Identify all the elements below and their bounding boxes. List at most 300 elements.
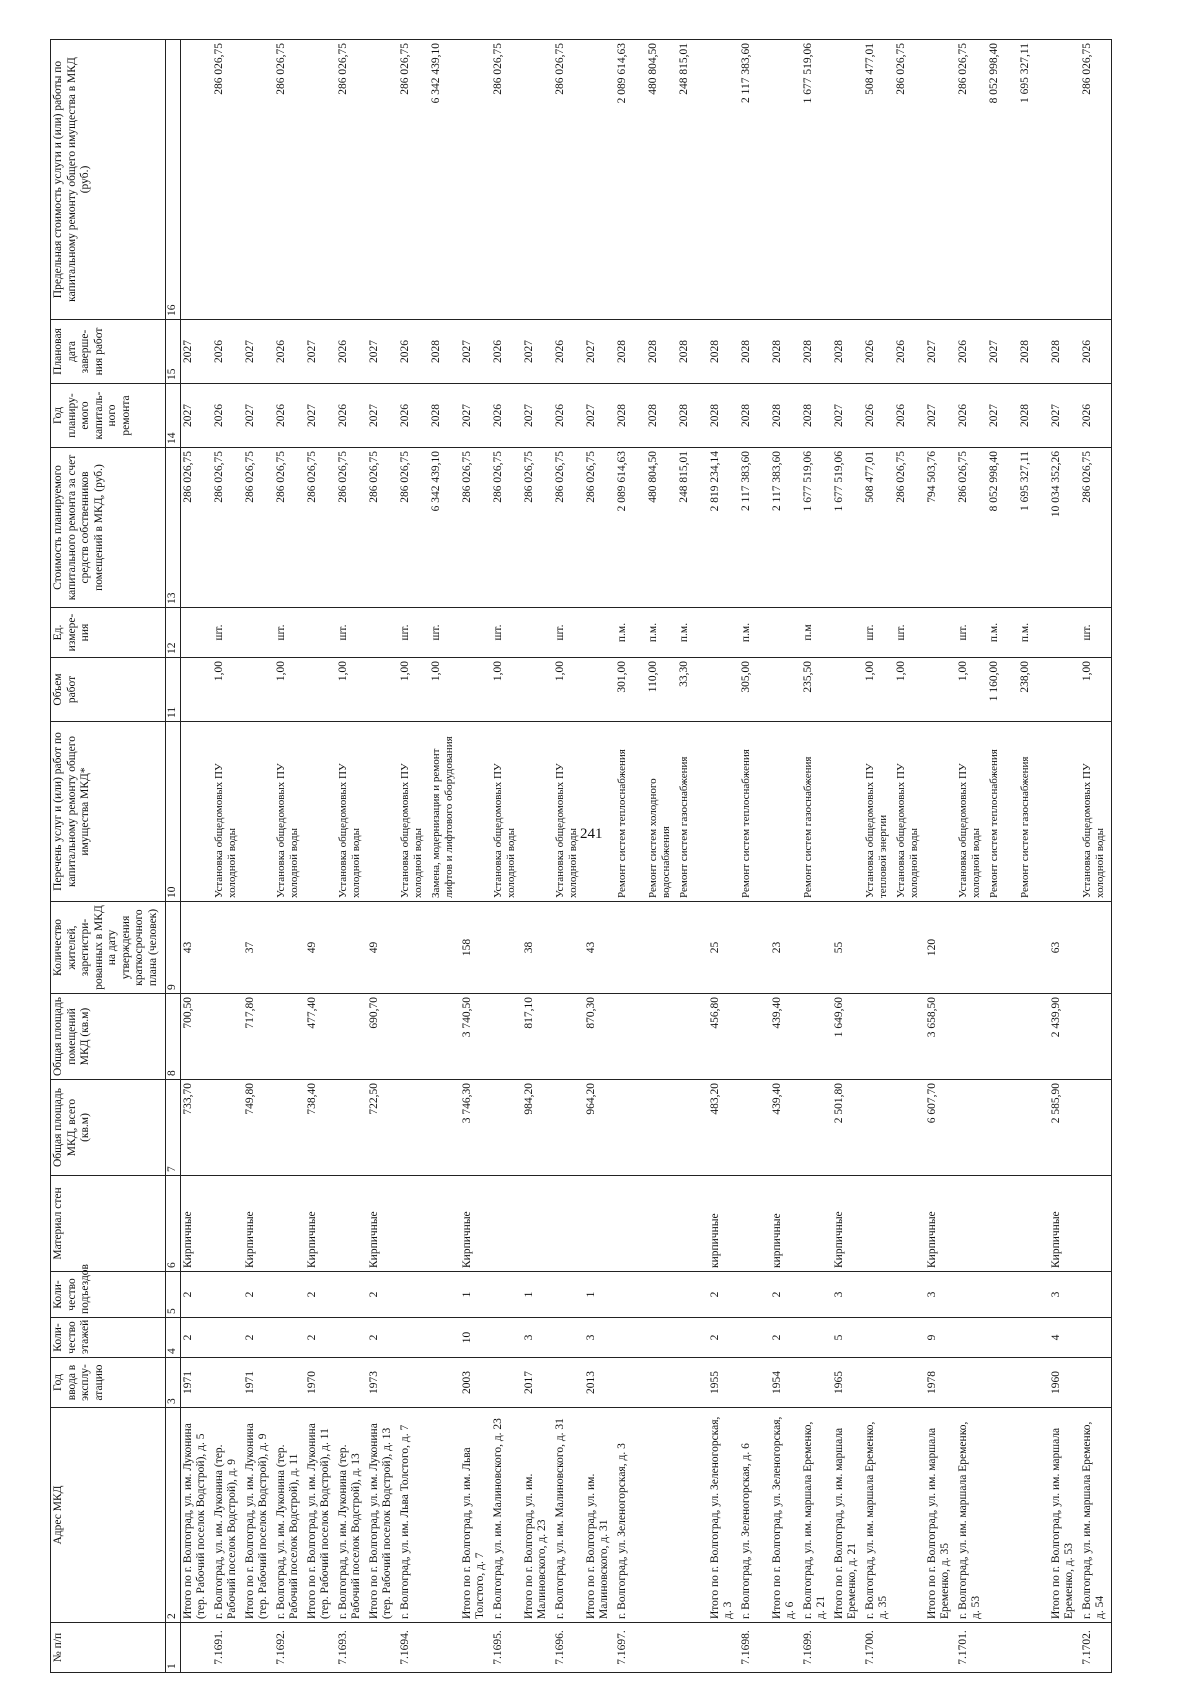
row-residents xyxy=(894,902,925,994)
row-plan-year: 2026 xyxy=(1080,384,1112,448)
row-total-area: 984,20 xyxy=(522,1080,553,1176)
row-limit-cost xyxy=(925,40,956,320)
total-row xyxy=(243,40,274,1673)
row-cost: 286 026,75 xyxy=(460,448,491,608)
rotated-table-area xyxy=(50,40,1165,1673)
row-total-area: 722,50 xyxy=(367,1080,398,1176)
header-works: Перечень услуг и (или) работ по капитальному ремонту общего имущества МКД* xyxy=(51,722,166,902)
row-address: г. Волгоград, ул. им. маршала Еременко, д. 54 xyxy=(1080,1408,1112,1623)
row-total-area: 738,40 xyxy=(305,1080,336,1176)
row-plan-year: 2026 xyxy=(336,384,367,448)
row-limit-cost: 286 026,75 xyxy=(553,40,584,320)
row-limit-cost xyxy=(305,40,336,320)
row-unit xyxy=(584,608,615,658)
row-address xyxy=(894,1408,925,1623)
row-limit-cost: 2 089 614,63 xyxy=(615,40,646,320)
row-plan-year: 2027 xyxy=(1049,384,1080,448)
row-end-date: 2028 xyxy=(646,320,677,384)
row-material: Кирпичные xyxy=(832,1176,863,1272)
row-cost: 2 117 383,60 xyxy=(770,448,801,608)
row-plan-year: 2027 xyxy=(180,384,212,448)
row-total-area xyxy=(1080,1080,1112,1176)
row-volume: 1,00 xyxy=(274,658,305,722)
row-unit xyxy=(770,608,801,658)
row-number: 7.1691. xyxy=(212,1623,243,1673)
column-number: 7 xyxy=(166,1080,181,1176)
row-year: 2003 xyxy=(460,1358,491,1408)
row-volume xyxy=(925,658,956,722)
row-material: Кирпичные xyxy=(1049,1176,1080,1272)
row-number: 7.1697. xyxy=(615,1623,646,1673)
header-rooms-area: Общая площадь помещений МКД (кв.м) xyxy=(51,994,166,1080)
row-floors xyxy=(274,1318,305,1358)
row-material xyxy=(274,1176,305,1272)
row-address xyxy=(429,1408,460,1623)
row-cost: 480 804,50 xyxy=(646,448,677,608)
row-work: Ремонт систем холодного водоснабжения xyxy=(646,722,677,902)
row-entrances xyxy=(491,1272,522,1318)
row-end-date: 2028 xyxy=(615,320,646,384)
row-volume xyxy=(180,658,212,722)
row-rooms-area xyxy=(987,994,1018,1080)
row-work xyxy=(180,722,212,902)
row-volume xyxy=(584,658,615,722)
row-unit: шт. xyxy=(956,608,987,658)
column-number: 10 xyxy=(166,722,181,902)
row-residents: 38 xyxy=(522,902,553,994)
row-number xyxy=(429,1623,460,1673)
row-number xyxy=(460,1623,491,1673)
row-total-area xyxy=(801,1080,832,1176)
row-address: г. Волгоград, ул. им. Малиновского, д. 23 xyxy=(491,1408,522,1623)
row-number: 7.1694. xyxy=(398,1623,429,1673)
row-end-date: 2026 xyxy=(336,320,367,384)
row-entrances xyxy=(274,1272,305,1318)
header-residents: Количество жителей, зарегистри-рованных в МКД на дату утверждения краткосрочного плана (человек) xyxy=(51,902,166,994)
row-year: 1965 xyxy=(832,1358,863,1408)
table-row xyxy=(398,40,429,1673)
row-volume: 1,00 xyxy=(212,658,243,722)
row-floors: 5 xyxy=(832,1318,863,1358)
row-floors: 2 xyxy=(180,1318,212,1358)
row-unit xyxy=(522,608,553,658)
row-residents xyxy=(212,902,243,994)
row-limit-cost: 286 026,75 xyxy=(1080,40,1112,320)
row-total-area: 483,20 xyxy=(708,1080,739,1176)
row-unit: п.м. xyxy=(646,608,677,658)
row-year xyxy=(1080,1358,1112,1408)
row-end-date: 2027 xyxy=(305,320,336,384)
row-floors: 3 xyxy=(522,1318,553,1358)
row-address: г. Волгоград, ул. им. Льва Толстого, д. 7 xyxy=(398,1408,429,1623)
row-work: Установка общедомовых ПУ холодной воды xyxy=(894,722,925,902)
row-address: г. Волгоград, ул. им. Малиновского, д. 31 xyxy=(553,1408,584,1623)
row-rooms-area: 870,30 xyxy=(584,994,615,1080)
column-number: 12 xyxy=(166,608,181,658)
row-plan-year: 2026 xyxy=(956,384,987,448)
row-floors xyxy=(212,1318,243,1358)
row-end-date: 2028 xyxy=(1049,320,1080,384)
row-end-date: 2028 xyxy=(708,320,739,384)
row-total-area xyxy=(491,1080,522,1176)
table-row xyxy=(336,40,367,1673)
table-row xyxy=(863,40,894,1673)
column-number: 11 xyxy=(166,658,181,722)
total-row xyxy=(770,40,801,1673)
row-limit-cost xyxy=(522,40,553,320)
row-limit-cost: 286 026,75 xyxy=(491,40,522,320)
table-row xyxy=(491,40,522,1673)
row-work: Установка общедомовых ПУ холодной воды xyxy=(212,722,243,902)
row-total-area: 749,80 xyxy=(243,1080,274,1176)
column-number: 1 xyxy=(166,1623,181,1673)
table-row xyxy=(677,40,708,1673)
row-work xyxy=(460,722,491,902)
column-number: 2 xyxy=(166,1408,181,1623)
row-end-date: 2027 xyxy=(460,320,491,384)
row-address: Итого по г. Волгоград, ул. им. Луконина (тер. Рабочий поселок Водстрой), д. 9 xyxy=(243,1408,274,1623)
table-row xyxy=(801,40,832,1673)
row-plan-year: 2028 xyxy=(708,384,739,448)
column-number: 4 xyxy=(166,1318,181,1358)
row-work xyxy=(367,722,398,902)
row-address: г. Волгоград, ул. им. Луконина (тер. Рабочий поселок Водстрой), д. 9 xyxy=(212,1408,243,1623)
row-number xyxy=(1018,1623,1049,1673)
row-year xyxy=(739,1358,770,1408)
header-material: Материал стен xyxy=(51,1176,166,1272)
row-limit-cost: 286 026,75 xyxy=(956,40,987,320)
header-cost: Стоимость планируемого капитального ремонта за счет средств собственников помещений в МКД, (руб.) xyxy=(51,448,166,608)
row-plan-year: 2026 xyxy=(863,384,894,448)
table-row xyxy=(1080,40,1112,1673)
row-limit-cost xyxy=(1049,40,1080,320)
row-total-area xyxy=(646,1080,677,1176)
row-plan-year: 2027 xyxy=(987,384,1018,448)
row-plan-year: 2026 xyxy=(553,384,584,448)
row-residents xyxy=(1080,902,1112,994)
row-unit: шт. xyxy=(553,608,584,658)
row-rooms-area xyxy=(863,994,894,1080)
row-cost: 10 034 352,26 xyxy=(1049,448,1080,608)
row-total-area: 6 607,70 xyxy=(925,1080,956,1176)
table-row xyxy=(429,40,460,1673)
row-cost: 286 026,75 xyxy=(336,448,367,608)
row-volume: 238,00 xyxy=(1018,658,1049,722)
total-row xyxy=(832,40,863,1673)
row-limit-cost: 286 026,75 xyxy=(212,40,243,320)
row-cost: 1 677 519,06 xyxy=(832,448,863,608)
row-material xyxy=(522,1176,553,1272)
row-number xyxy=(305,1623,336,1673)
row-residents xyxy=(429,902,460,994)
row-entrances xyxy=(677,1272,708,1318)
row-number: 7.1695. xyxy=(491,1623,522,1673)
header-volume: Объем работ xyxy=(51,658,166,722)
row-cost: 286 026,75 xyxy=(491,448,522,608)
row-year xyxy=(863,1358,894,1408)
row-floors: 3 xyxy=(584,1318,615,1358)
row-rooms-area: 1 649,60 xyxy=(832,994,863,1080)
row-rooms-area: 439,40 xyxy=(770,994,801,1080)
row-limit-cost: 286 026,75 xyxy=(398,40,429,320)
row-work: Установка общедомовых ПУ холодной воды xyxy=(553,722,584,902)
row-work: Ремонт систем газоснабжения xyxy=(677,722,708,902)
row-number xyxy=(180,1623,212,1673)
row-limit-cost xyxy=(180,40,212,320)
row-floors xyxy=(336,1318,367,1358)
table-row xyxy=(894,40,925,1673)
row-cost: 286 026,75 xyxy=(1080,448,1112,608)
row-volume xyxy=(1049,658,1080,722)
row-material xyxy=(491,1176,522,1272)
total-row xyxy=(305,40,336,1673)
row-floors: 4 xyxy=(1049,1318,1080,1358)
row-total-area xyxy=(553,1080,584,1176)
row-address: Итого по г. Волгоград, ул. им. Малиновского, д. 23 xyxy=(522,1408,553,1623)
row-limit-cost xyxy=(367,40,398,320)
row-entrances xyxy=(646,1272,677,1318)
row-end-date: 2026 xyxy=(491,320,522,384)
row-floors xyxy=(987,1318,1018,1358)
row-year xyxy=(553,1358,584,1408)
row-cost: 286 026,75 xyxy=(212,448,243,608)
row-material xyxy=(615,1176,646,1272)
row-unit: шт. xyxy=(1080,608,1112,658)
row-rooms-area: 3 740,50 xyxy=(460,994,491,1080)
row-volume: 1,00 xyxy=(336,658,367,722)
row-end-date: 2026 xyxy=(1080,320,1112,384)
row-end-date: 2028 xyxy=(770,320,801,384)
row-number: 7.1696. xyxy=(553,1623,584,1673)
row-residents xyxy=(1018,902,1049,994)
row-year xyxy=(801,1358,832,1408)
row-entrances xyxy=(336,1272,367,1318)
row-material xyxy=(398,1176,429,1272)
row-rooms-area: 477,40 xyxy=(305,994,336,1080)
row-address xyxy=(646,1408,677,1623)
row-total-area: 3 746,30 xyxy=(460,1080,491,1176)
row-floors: 2 xyxy=(243,1318,274,1358)
row-rooms-area: 690,70 xyxy=(367,994,398,1080)
row-cost: 286 026,75 xyxy=(180,448,212,608)
row-year: 1960 xyxy=(1049,1358,1080,1408)
header-row xyxy=(51,40,166,1673)
row-rooms-area xyxy=(491,994,522,1080)
row-plan-year: 2027 xyxy=(367,384,398,448)
row-unit: шт. xyxy=(274,608,305,658)
row-entrances: 2 xyxy=(708,1272,739,1318)
row-limit-cost: 480 804,50 xyxy=(646,40,677,320)
row-entrances: 2 xyxy=(367,1272,398,1318)
row-total-area xyxy=(398,1080,429,1176)
table-row xyxy=(553,40,584,1673)
row-residents: 158 xyxy=(460,902,491,994)
row-cost: 1 695 327,11 xyxy=(1018,448,1049,608)
row-material xyxy=(553,1176,584,1272)
row-volume xyxy=(708,658,739,722)
row-residents xyxy=(553,902,584,994)
row-address: г. Волгоград, ул. Зеленогорская, д. 3 xyxy=(615,1408,646,1623)
row-limit-cost xyxy=(770,40,801,320)
row-rooms-area: 2 439,90 xyxy=(1049,994,1080,1080)
row-unit xyxy=(367,608,398,658)
row-unit: п.м. xyxy=(739,608,770,658)
row-rooms-area xyxy=(956,994,987,1080)
row-year xyxy=(491,1358,522,1408)
row-entrances xyxy=(801,1272,832,1318)
header-address: Адрес МКД xyxy=(51,1408,166,1623)
row-entrances xyxy=(429,1272,460,1318)
row-entrances xyxy=(894,1272,925,1318)
row-residents: 55 xyxy=(832,902,863,994)
header-entrances: Коли-чество подъездов xyxy=(51,1272,166,1318)
header-num: № п/п xyxy=(51,1623,166,1673)
row-plan-year: 2028 xyxy=(677,384,708,448)
row-total-area xyxy=(677,1080,708,1176)
row-material xyxy=(956,1176,987,1272)
row-plan-year: 2028 xyxy=(1018,384,1049,448)
row-number xyxy=(584,1623,615,1673)
row-number xyxy=(987,1623,1018,1673)
row-volume: 1 160,00 xyxy=(987,658,1018,722)
row-rooms-area xyxy=(274,994,305,1080)
row-entrances xyxy=(398,1272,429,1318)
row-residents: 37 xyxy=(243,902,274,994)
row-rooms-area xyxy=(1080,994,1112,1080)
row-cost: 286 026,75 xyxy=(398,448,429,608)
row-rooms-area xyxy=(1018,994,1049,1080)
row-address xyxy=(1018,1408,1049,1623)
row-rooms-area xyxy=(801,994,832,1080)
row-cost: 286 026,75 xyxy=(584,448,615,608)
row-volume: 301,00 xyxy=(615,658,646,722)
row-volume: 110,00 xyxy=(646,658,677,722)
table-row xyxy=(212,40,243,1673)
row-work: Ремонт систем теплоснабжения xyxy=(615,722,646,902)
row-plan-year: 2027 xyxy=(584,384,615,448)
row-end-date: 2026 xyxy=(894,320,925,384)
row-residents xyxy=(801,902,832,994)
row-number: 7.1702. xyxy=(1080,1623,1112,1673)
row-work xyxy=(243,722,274,902)
row-residents xyxy=(646,902,677,994)
row-plan-year: 2027 xyxy=(305,384,336,448)
row-work: Ремонт систем газоснабжения xyxy=(801,722,832,902)
row-end-date: 2028 xyxy=(429,320,460,384)
row-end-date: 2026 xyxy=(274,320,305,384)
row-volume xyxy=(305,658,336,722)
row-end-date: 2027 xyxy=(367,320,398,384)
row-floors xyxy=(1080,1318,1112,1358)
row-material xyxy=(739,1176,770,1272)
row-floors xyxy=(553,1318,584,1358)
row-entrances xyxy=(987,1272,1018,1318)
row-year: 1954 xyxy=(770,1358,801,1408)
row-address: Итого по г. Волгоград, ул. им. маршала Еременко, д. 53 xyxy=(1049,1408,1080,1623)
row-material: кирпичные xyxy=(770,1176,801,1272)
row-unit: шт. xyxy=(336,608,367,658)
row-floors xyxy=(398,1318,429,1358)
row-address: г. Волгоград, ул. им. Луконина (тер. Рабочий поселок Водстрой), д. 11 xyxy=(274,1408,305,1623)
row-unit xyxy=(708,608,739,658)
row-plan-year: 2028 xyxy=(739,384,770,448)
row-address: Итого по г. Волгоград, ул. им. Луконина (тер. Рабочий поселок Водстрой), д. 13 xyxy=(367,1408,398,1623)
row-unit xyxy=(925,608,956,658)
row-plan-year: 2026 xyxy=(894,384,925,448)
row-material: Кирпичные xyxy=(367,1176,398,1272)
row-work: Установка общедомовых ПУ холодной воды xyxy=(398,722,429,902)
row-year xyxy=(398,1358,429,1408)
row-work xyxy=(832,722,863,902)
row-volume: 1,00 xyxy=(398,658,429,722)
row-address: г. Волгоград, ул. им. маршала Еременко, д. 35 xyxy=(863,1408,894,1623)
row-volume: 1,00 xyxy=(429,658,460,722)
column-number: 9 xyxy=(166,902,181,994)
row-plan-year: 2027 xyxy=(460,384,491,448)
row-unit xyxy=(180,608,212,658)
row-rooms-area xyxy=(894,994,925,1080)
row-rooms-area xyxy=(336,994,367,1080)
row-year xyxy=(336,1358,367,1408)
row-residents xyxy=(677,902,708,994)
row-cost: 8 052 998,40 xyxy=(987,448,1018,608)
row-entrances: 2 xyxy=(180,1272,212,1318)
row-total-area xyxy=(274,1080,305,1176)
row-plan-year: 2026 xyxy=(491,384,522,448)
row-plan-year: 2028 xyxy=(429,384,460,448)
row-rooms-area: 817,10 xyxy=(522,994,553,1080)
row-material: Кирпичные xyxy=(180,1176,212,1272)
row-material xyxy=(429,1176,460,1272)
row-unit: шт. xyxy=(491,608,522,658)
row-limit-cost: 286 026,75 xyxy=(894,40,925,320)
row-volume xyxy=(367,658,398,722)
row-plan-year: 2027 xyxy=(522,384,553,448)
row-total-area: 439,40 xyxy=(770,1080,801,1176)
total-row xyxy=(367,40,398,1673)
table-row xyxy=(615,40,646,1673)
row-cost: 286 026,75 xyxy=(243,448,274,608)
row-end-date: 2028 xyxy=(801,320,832,384)
row-rooms-area xyxy=(677,994,708,1080)
header-unit: Ед. измере-ния xyxy=(51,608,166,658)
row-work xyxy=(305,722,336,902)
row-floors: 10 xyxy=(460,1318,491,1358)
row-work: Установка общедомовых ПУ холодной воды xyxy=(491,722,522,902)
row-plan-year: 2027 xyxy=(925,384,956,448)
row-plan-year: 2026 xyxy=(212,384,243,448)
row-plan-year: 2026 xyxy=(274,384,305,448)
row-floors: 2 xyxy=(770,1318,801,1358)
row-limit-cost: 286 026,75 xyxy=(336,40,367,320)
total-row xyxy=(584,40,615,1673)
total-row xyxy=(180,40,212,1673)
row-residents xyxy=(274,902,305,994)
row-end-date: 2027 xyxy=(522,320,553,384)
row-total-area: 2 501,80 xyxy=(832,1080,863,1176)
column-number: 15 xyxy=(166,320,181,384)
row-material: Кирпичные xyxy=(925,1176,956,1272)
row-limit-cost: 2 117 383,60 xyxy=(739,40,770,320)
row-unit xyxy=(832,608,863,658)
column-number: 6 xyxy=(166,1176,181,1272)
row-address: Итого по г. Волгоград, ул. им. Луконина (тер. Рабочий поселок Водстрой), д. 11 xyxy=(305,1408,336,1623)
row-year: 1973 xyxy=(367,1358,398,1408)
row-number xyxy=(677,1623,708,1673)
row-total-area xyxy=(615,1080,646,1176)
row-material xyxy=(336,1176,367,1272)
row-material xyxy=(894,1176,925,1272)
